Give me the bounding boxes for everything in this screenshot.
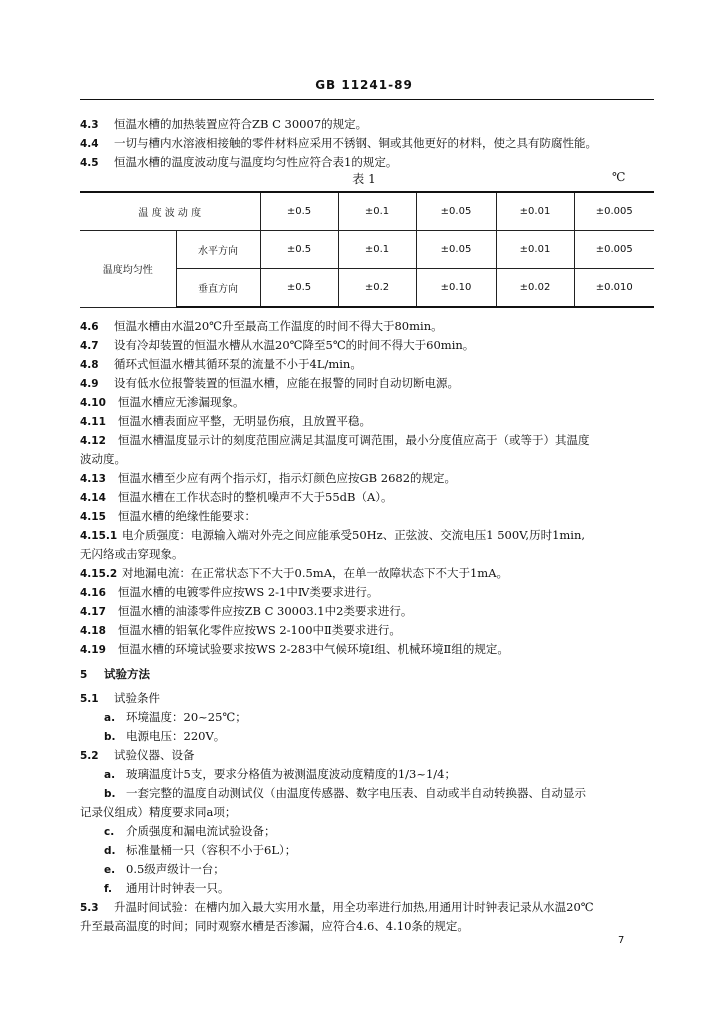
- table-cell: ±0.02: [496, 269, 574, 308]
- table-cell: ±0.5: [260, 192, 338, 231]
- clause-4-5: 4.5 恒温水槽的温度波动度与温度均匀性应符合表1的规定。: [80, 155, 398, 169]
- page-number: 7: [618, 935, 625, 946]
- clause-5-2: 5.2 试验仪器、设备: [80, 748, 195, 762]
- clause-5-2-b: b. 一套完整的温度自动测试仪（由温度传感器、数字电压表、自动或半自动转换器、自动显示: [104, 786, 586, 800]
- clause-4-13: 4.13 恒温水槽至少应有两个指示灯，指示灯颜色应按GB 2682的规定。: [80, 471, 457, 485]
- clause-4-18: 4.18 恒温水槽的铝氧化零件应按WS 2-100中Ⅱ类要求进行。: [80, 623, 401, 637]
- table-row: [80, 231, 654, 269]
- table-cell: ±0.01: [496, 192, 574, 231]
- clause-4-4: 4.4 一切与槽内水溶液相接触的零件材料应采用不锈钢、铜或其他更好的材料，使之具有防腐性能。: [80, 136, 597, 150]
- clause-4-12-cont: 波动度。: [80, 452, 126, 466]
- clause-4-6: 4.6 恒温水槽由水温20℃升至最高工作温度的时间不得大于80min。: [80, 319, 443, 333]
- clause-4-19: 4.19 恒温水槽的环境试验要求按WS 2-283中气候环境Ⅰ组、机械环境Ⅱ组的规定。: [80, 642, 509, 656]
- clause-5-2-d: d. 标准量桶一只（容积不小于6L）；: [104, 843, 297, 857]
- clause-4-7: 4.7 设有冷却装置的恒温水槽从水温20℃降至5℃的时间不得大于60min。: [80, 338, 475, 352]
- clause-5-1: 5.1 试验条件: [80, 691, 160, 705]
- clause-5-2-c: c. 介质强度和漏电流试验设备；: [104, 824, 276, 838]
- clause-5-2-a: a. 玻璃温度计5支，要求分格值为被测温度波动度精度的1/3~1/4；: [104, 767, 456, 781]
- clause-4-14: 4.14 恒温水槽在工作状态时的整机噪声不大于55dB（A）。: [80, 490, 393, 504]
- clause-4-17: 4.17 恒温水槽的油漆零件应按ZB C 30003.1中2类要求进行。: [80, 604, 413, 618]
- horizontal-label: 水平方向: [176, 231, 260, 269]
- table-cell: ±0.5: [260, 231, 338, 269]
- table-cell: ±0.01: [496, 231, 574, 269]
- table-cell: ±0.10: [416, 269, 496, 308]
- table-cell: ±0.05: [416, 231, 496, 269]
- clause-4-15-1-cont: 无闪络或击穿现象。: [80, 547, 184, 561]
- clause-4-3: 4.3 恒温水槽的加热装置应符合ZB C 30007的规定。: [80, 117, 368, 131]
- clause-5-2-e: e. 0.5级声级计一台；: [104, 862, 225, 876]
- table-cell: ±0.05: [416, 192, 496, 231]
- clause-4-10: 4.10 恒温水槽应无渗漏现象。: [80, 395, 245, 409]
- fluctuation-label: 温 度 波 动 度: [80, 192, 260, 231]
- clause-5-2-b-cont: 记录仪组成）精度要求同a项；: [80, 805, 237, 819]
- clause-5-1-a: a. 环境温度：20~25℃；: [104, 710, 247, 724]
- clause-5-3-cont: 升至最高温度的时间；同时观察水槽是否渗漏，应符合4.6、4.10条的规定。: [80, 919, 469, 933]
- table-1: [80, 191, 654, 308]
- table-cell: ±0.005: [574, 231, 654, 269]
- clause-4-8: 4.8 循环式恒温水槽其循环泵的流量不小于4L/min。: [80, 357, 362, 371]
- table-unit: ℃: [612, 170, 626, 184]
- clause-4-11: 4.11 恒温水槽表面应平整，无明显伤痕，且放置平稳。: [80, 414, 371, 428]
- clause-4-12: 4.12 恒温水槽温度显示计的刻度范围应满足其温度可调范围，最小分度值应高于（或等于）其温度: [80, 433, 590, 447]
- clause-5-3: 5.3 升温时间试验：在槽内加入最大实用水量，用全功率进行加热,用通用计时钟表记录从水温20℃: [80, 900, 594, 914]
- clause-4-15-2: 4.15.2 对地漏电流：在正常状态下不大于0.5mA，在单一故障状态下不大于1mA。: [80, 566, 509, 580]
- clause-4-15: 4.15 恒温水槽的绝缘性能要求：: [80, 509, 256, 523]
- clause-5-1-b: b. 电源电压：220V。: [104, 729, 226, 743]
- vertical-label: 垂直方向: [176, 269, 260, 308]
- section-5-heading: 5 试验方法: [80, 667, 150, 681]
- clause-5-2-f: f. 通用计时钟表一只。: [104, 881, 230, 895]
- table-cell: ±0.5: [260, 269, 338, 308]
- table-cell: ±0.2: [338, 269, 416, 308]
- header-rule: [80, 99, 654, 100]
- table-row: [80, 192, 654, 231]
- table-cell: ±0.005: [574, 192, 654, 231]
- table-title: 表 1: [352, 172, 376, 186]
- uniformity-label: 温度均匀性: [80, 231, 176, 308]
- clause-4-9: 4.9 设有低水位报警装置的恒温水槽，应能在报警的同时自动切断电源。: [80, 376, 459, 390]
- table-cell: ±0.010: [574, 269, 654, 308]
- clause-4-16: 4.16 恒温水槽的电镀零件应按WS 2-1中Ⅳ类要求进行。: [80, 585, 379, 599]
- standard-header: GB 11241-89: [315, 78, 413, 92]
- clause-4-15-1: 4.15.1 电介质强度：电源输入端对外壳之间应能承受50Hz、正弦波、交流电压1 500V,历时1min,: [80, 528, 586, 542]
- table-cell: ±0.1: [338, 192, 416, 231]
- table-cell: ±0.1: [338, 231, 416, 269]
